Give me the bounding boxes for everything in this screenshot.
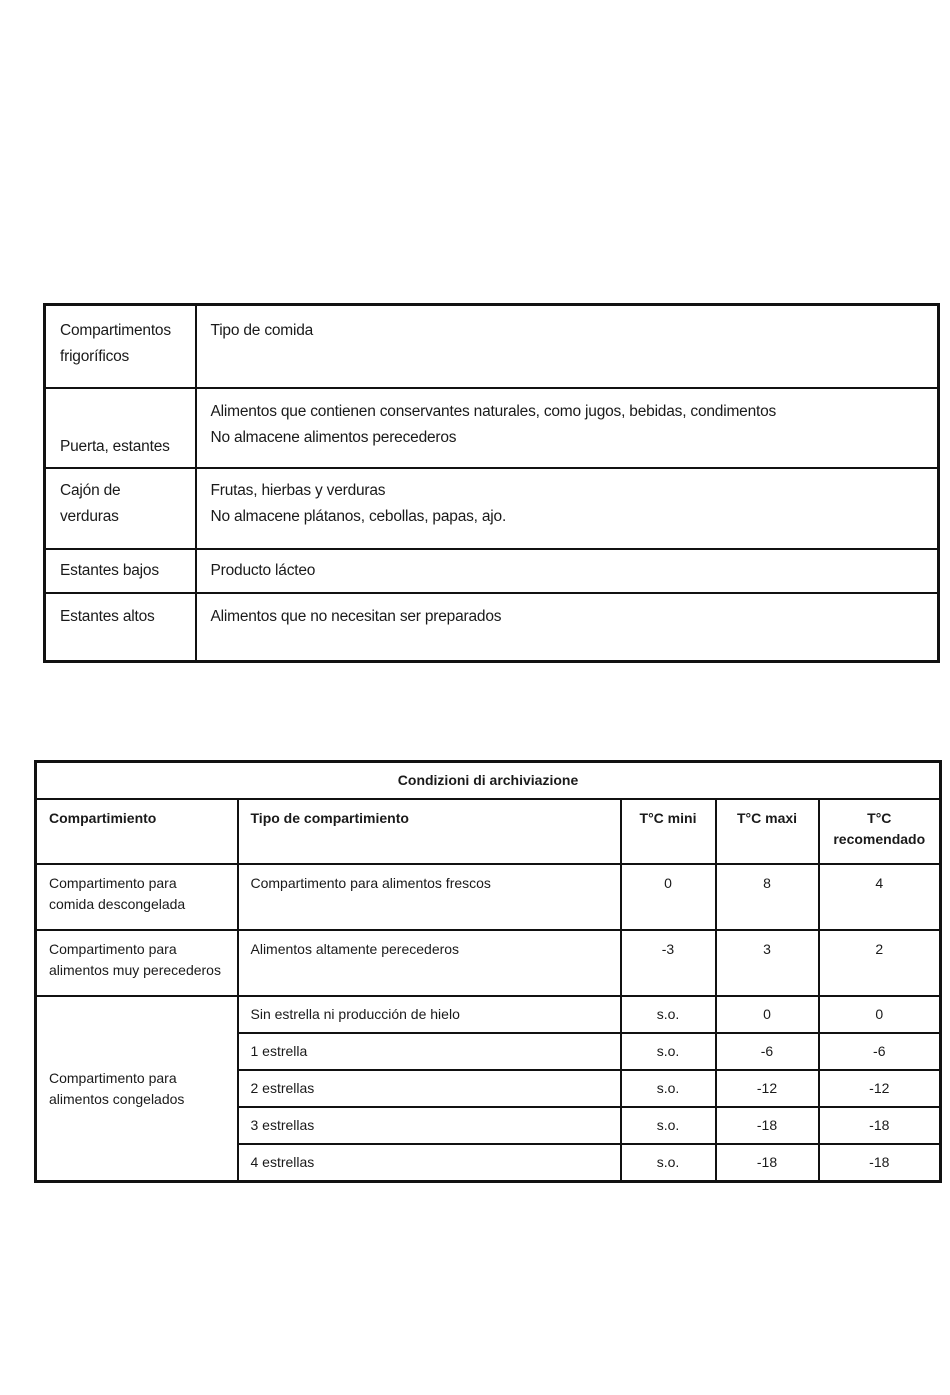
frozen-compartment-cell: Compartimento para alimentos congelados [36, 996, 238, 1182]
recommended-cell: 4 [819, 864, 941, 930]
table-row [36, 864, 941, 930]
recommended-cell: -18 [819, 1144, 941, 1182]
compartment-cell: Estantes altos [45, 593, 196, 662]
recommended-cell: -18 [819, 1107, 941, 1144]
max-cell: 3 [716, 930, 819, 996]
max-cell: -18 [716, 1107, 819, 1144]
type-cell: 2 estrellas [238, 1070, 621, 1107]
header-temp-max: T°C maxi [716, 799, 819, 864]
table-header-row [45, 305, 939, 389]
type-cell: Compartimento para alimentos frescos [238, 864, 621, 930]
min-cell: s.o. [621, 1107, 716, 1144]
max-cell: 0 [716, 996, 819, 1033]
recommended-cell: 2 [819, 930, 941, 996]
type-cell: Alimentos altamente perecederos [238, 930, 621, 996]
table-row [45, 388, 939, 468]
min-cell: s.o. [621, 1070, 716, 1107]
food-cell: Frutas, hierbas y verduras No almacene plátanos, cebollas, papas, ajo. [196, 468, 939, 549]
min-cell: s.o. [621, 996, 716, 1033]
max-cell: 8 [716, 864, 819, 930]
min-cell: -3 [621, 930, 716, 996]
type-cell: 3 estrellas [238, 1107, 621, 1144]
compartment-cell: Cajón de verduras [45, 468, 196, 549]
recommended-cell: -6 [819, 1033, 941, 1070]
max-cell: -18 [716, 1144, 819, 1182]
table-row [36, 930, 941, 996]
max-cell: -6 [716, 1033, 819, 1070]
compartment-cell: Compartimento para alimentos muy perecederos [36, 930, 238, 996]
type-cell: Sin estrella ni producción de hielo [238, 996, 621, 1033]
food-cell: Alimentos que contienen conservantes naturales, como jugos, bebidas, condimentos No almacene alimentos perecederos [196, 388, 939, 468]
table-title: Condizioni di archiviazione [36, 762, 941, 800]
header-food-type: Tipo de comida [196, 305, 939, 389]
recommended-cell: -12 [819, 1070, 941, 1107]
compartment-cell: Estantes bajos [45, 549, 196, 593]
storage-conditions-table [34, 760, 942, 1183]
header-compartment-type: Tipo de compartimiento [238, 799, 621, 864]
table-header-row [36, 799, 941, 864]
header-temp-recommended: T°C recomendado [819, 799, 941, 864]
header-compartment: Compartimiento [36, 799, 238, 864]
type-cell: 4 estrellas [238, 1144, 621, 1182]
header-temp-min: T°C mini [621, 799, 716, 864]
table-title-row [36, 762, 941, 800]
table-row [36, 996, 941, 1033]
table-row [45, 549, 939, 593]
min-cell: 0 [621, 864, 716, 930]
min-cell: s.o. [621, 1033, 716, 1070]
type-cell: 1 estrella [238, 1033, 621, 1070]
fridge-compartments-table [43, 303, 940, 663]
header-compartments: Compartimentos frigoríficos [45, 305, 196, 389]
recommended-cell: 0 [819, 996, 941, 1033]
table-row [45, 468, 939, 549]
compartment-cell: Compartimento para comida descongelada [36, 864, 238, 930]
food-cell: Alimentos que no necesitan ser preparados [196, 593, 939, 662]
food-cell: Producto lácteo [196, 549, 939, 593]
max-cell: -12 [716, 1070, 819, 1107]
table-row [45, 593, 939, 662]
compartment-cell: Puerta, estantes [45, 388, 196, 468]
min-cell: s.o. [621, 1144, 716, 1182]
